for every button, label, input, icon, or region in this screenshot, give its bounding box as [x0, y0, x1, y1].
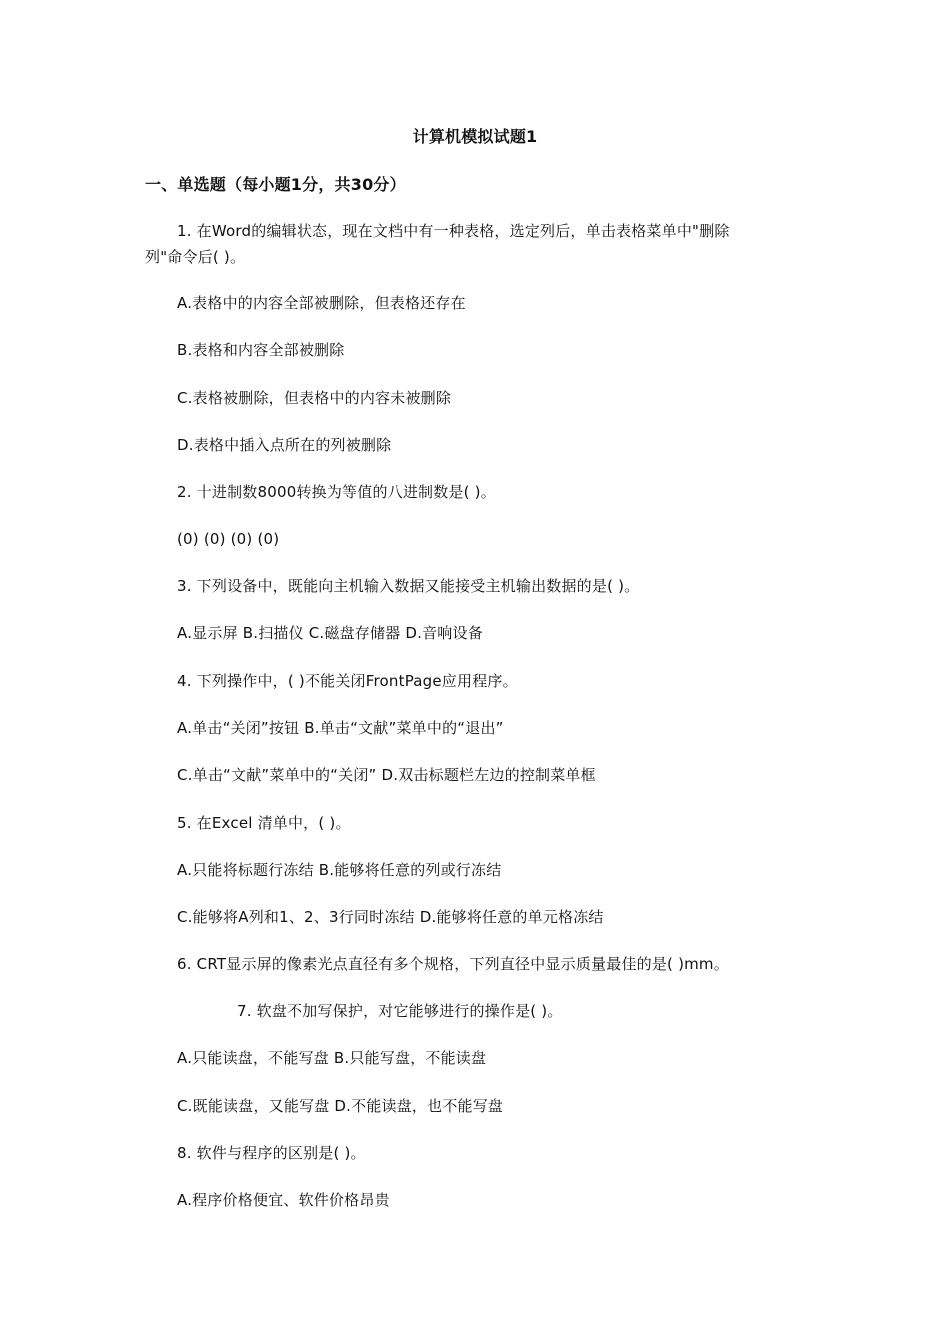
- question-7-options-cd: C.既能读盘，又能写盘 D.不能读盘，也不能写盘: [177, 1097, 504, 1115]
- question-6: 6. CRT显示屏的像素光点直径有多个规格，下列直径中显示质量最佳的是( )mm。: [177, 955, 729, 973]
- question-5-options-ab: A.只能将标题行冻结 B.能够将任意的列或行冻结: [177, 861, 502, 879]
- question-1-line-2: 列"命令后( )。: [145, 248, 246, 266]
- question-2: 2. 十进制数8000转换为等值的八进制数是( )。: [177, 483, 496, 501]
- question-1-option-a: A.表格中的内容全部被删除，但表格还存在: [177, 294, 466, 312]
- question-8-option-a: A.程序价格便宜、软件价格昂贵: [177, 1191, 390, 1209]
- question-3: 3. 下列设备中，既能向主机输入数据又能接受主机输出数据的是( )。: [177, 577, 640, 595]
- question-1-option-c: C.表格被删除，但表格中的内容未被删除: [177, 389, 452, 407]
- question-4-options-cd: C.单击“文献”菜单中的“关闭” D.双击标题栏左边的控制菜单框: [177, 766, 596, 784]
- page-title: 计算机模拟试题1: [412, 127, 538, 146]
- question-4-options-ab: A.单击“关闭”按钮 B.单击“文献”菜单中的“退出”: [177, 719, 504, 737]
- question-7-options-ab: A.只能读盘，不能写盘 B.只能写盘，不能读盘: [177, 1049, 487, 1067]
- question-3-options: A.显示屏 B.扫描仪 C.磁盘存储器 D.音响设备: [177, 624, 483, 642]
- question-5: 5. 在Excel 清单中，( )。: [177, 814, 351, 832]
- question-1-line-1: 1. 在Word的编辑状态，现在文档中有一种表格，选定列后，单击表格菜单中"删除: [177, 222, 730, 240]
- question-5-options-cd: C.能够将A列和1、2、3行同时冻结 D.能够将任意的单元格冻结: [177, 908, 604, 926]
- question-1-option-d: D.表格中插入点所在的列被删除: [177, 436, 392, 454]
- question-1-option-b: B.表格和内容全部被删除: [177, 341, 345, 359]
- question-8: 8. 软件与程序的区别是( )。: [177, 1144, 366, 1162]
- question-2-options: (0) (0) (0) (0): [177, 530, 280, 548]
- question-7: 7. 软盘不加写保护，对它能够进行的操作是( )。: [237, 1002, 563, 1020]
- section-heading: 一、单选题（每小题1分，共30分）: [145, 175, 406, 194]
- question-4: 4. 下列操作中，( )不能关闭FrontPage应用程序。: [177, 672, 518, 690]
